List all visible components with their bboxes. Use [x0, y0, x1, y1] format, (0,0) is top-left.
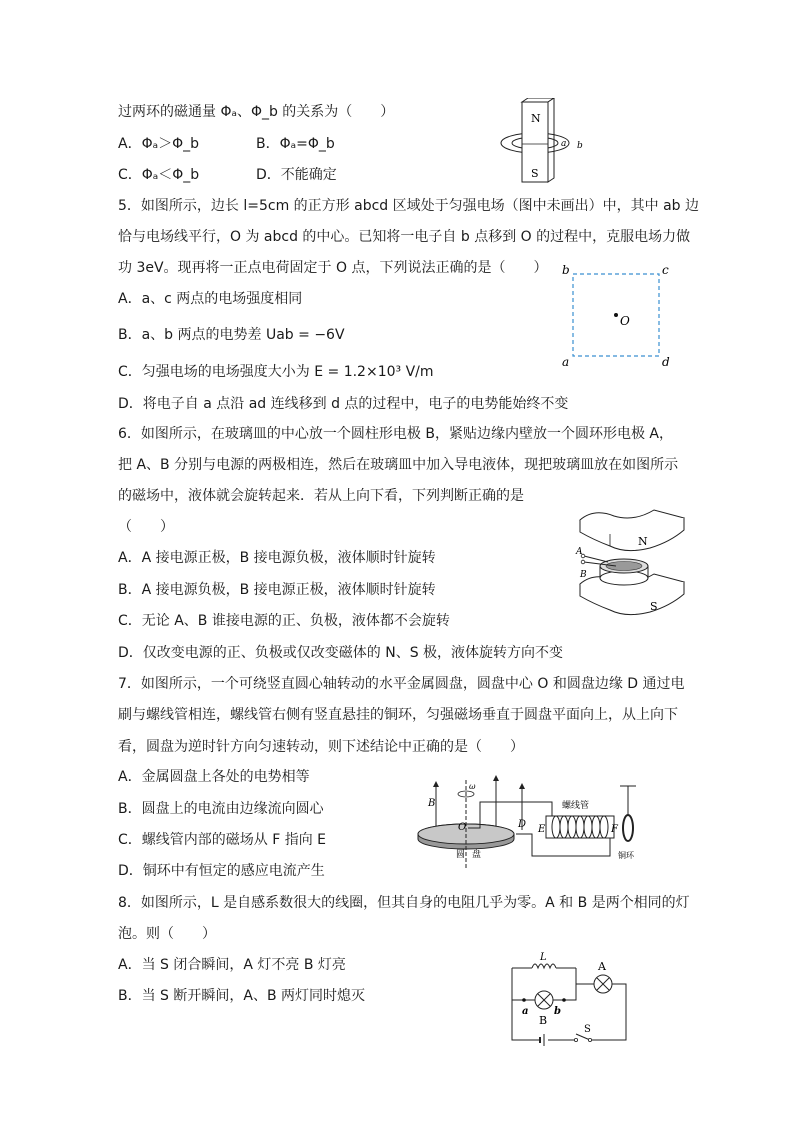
q7-stem-line3: 看，圆盘为逆时针方向匀速转动，则下述结论中正确的是（ ） [118, 739, 524, 755]
q8-fig-lamp-a: A [598, 960, 606, 973]
q5-option-b: B．a、b 两点的电势差 Uab = −6V [118, 327, 345, 343]
q5-option-a: A．a、c 两点的电场强度相同 [118, 291, 303, 307]
q4-option-d: D．不能确定 [256, 167, 337, 183]
q6-option-a: A．A 接电源正极，B 接电源负极，液体顺时针旋转 [118, 550, 436, 566]
q7-fig-disk1: 圆 [456, 850, 466, 860]
q6-stem-line1: 6．如图所示，在玻璃皿的中心放一个圆柱形电极 B，紧贴边缘内壁放一个圆环形电极 A， [118, 426, 673, 442]
q5-fig-o: O [620, 314, 630, 328]
q5-fig-a: a [562, 355, 570, 369]
q7-fig-e: E [538, 824, 546, 835]
q7-option-b: B．圆盘上的电流由边缘流向圆心 [118, 801, 324, 817]
q5-square-field-figure [558, 262, 674, 370]
q5-option-c: C．匀强电场的电场强度大小为 E = 1.2×10³ V/m [118, 364, 434, 380]
q6-glass-dish-magnet-figure [574, 502, 688, 618]
q8-fig-b: b [554, 1006, 561, 1017]
q4-option-c: C．Φₐ＜Φ_b [118, 167, 200, 183]
q4-fig-a: a [561, 139, 567, 149]
q6-fig-a: A [576, 547, 583, 557]
q8-fig-l: L [540, 952, 547, 963]
q6-stem-line4: （ ） [118, 519, 174, 535]
q8-fig-a: a [522, 1006, 529, 1017]
q8-option-b: B．当 S 断开瞬间，A、B 两灯同时熄灭 [118, 988, 366, 1004]
q7-fig-disk2: 盘 [472, 850, 482, 860]
q4-fig-b: b [577, 141, 583, 151]
q4-option-a: A．Φₐ＞Φ_b [118, 136, 199, 152]
q5-stem-line2: 恰与电场线平行，O 为 abcd 的中心。已知将一电子自 b 点移到 O 的过程中，克服电场力做 [118, 229, 691, 245]
q6-fig-s: S [650, 600, 658, 613]
q7-stem-line1: 7．如图所示，一个可绕竖直圆心轴转动的水平金属圆盘，圆盘中心 O 和圆盘边缘 D 通过电 [118, 676, 685, 692]
q8-stem-line2: 泡。则（ ） [118, 926, 216, 942]
q8-fig-lamp-b: B [539, 1014, 548, 1027]
q6-fig-b: B [580, 570, 587, 580]
q6-fig-n: N [638, 535, 648, 548]
q8-fig-s: S [584, 1024, 591, 1035]
q7-fig-coil: 螺线管 [562, 801, 590, 811]
q8-stem-line1: 8．如图所示，L 是自感系数很大的线圈，但其自身的电阻几乎为零。A 和 B 是两个相同的灯 [118, 895, 690, 911]
q6-option-c: C．无论 A、B 谁接电源的正、负极，液体都不会旋转 [118, 613, 450, 629]
q5-fig-d: d [662, 355, 670, 369]
q4-magnet-rings-figure [498, 98, 598, 184]
q6-option-d: D．仅改变电源的正、负极或仅改变磁体的 N、S 极，液体旋转方向不变 [118, 645, 564, 661]
q7-fig-f: F [611, 824, 618, 835]
q7-fig-ring: 铜环 [618, 851, 634, 860]
q5-stem-line3: 功 3eV。现再将一正点电荷固定于 O 点，下列说法正确的是（ ） [118, 260, 548, 276]
q4-option-b: B．Φₐ=Φ_b [256, 136, 335, 152]
q5-option-d: D．将电子自 a 点沿 ad 连线移到 d 点的过程中，电子的电势能始终不变 [118, 396, 569, 412]
q8-option-a: A．当 S 闭合瞬间，A 灯不亮 B 灯亮 [118, 957, 346, 973]
q5-fig-b: b [562, 263, 570, 277]
q7-option-c: C．螺线管内部的磁场从 F 指向 E [118, 832, 327, 848]
q4-stem-tail: 过两环的磁通量 Φₐ、Φ_b 的关系为（ ） [118, 104, 395, 120]
q7-fig-o: O [458, 822, 467, 833]
q4-fig-n: N [531, 112, 541, 125]
q5-fig-c: c [662, 263, 669, 277]
q7-option-d: D．铜环中有恒定的感应电流产生 [118, 863, 325, 879]
q6-option-b: B．A 接电源负极，B 接电源正极，液体顺时针旋转 [118, 582, 436, 598]
q7-fig-omega: ω [469, 782, 476, 791]
q6-stem-line2: 把 A、B 分别与电源的两极相连，然后在玻璃皿中加入导电液体，现把玻璃皿放在如图所示 [118, 457, 679, 473]
q7-fig-d: D [518, 819, 527, 830]
q7-option-a: A．金属圆盘上各处的电势相等 [118, 769, 310, 785]
q6-stem-line3: 的磁场中，液体就会旋转起来．若从上向下看，下列判断正确的是 [118, 488, 524, 504]
q7-disk-solenoid-figure [414, 772, 658, 870]
q4-fig-s: S [531, 167, 539, 180]
q5-stem-line1: 5．如图所示，边长 l=5cm 的正方形 abcd 区域处于匀强电场（图中未画出）中，其中 ab 边 [118, 198, 699, 214]
q8-circuit-figure [502, 948, 632, 1048]
q7-fig-b: B [428, 798, 436, 809]
q7-stem-line2: 刷与螺线管相连，螺线管右侧有竖直悬挂的铜环，匀强磁场垂直于圆盘平面向上，从上向下 [118, 707, 678, 723]
